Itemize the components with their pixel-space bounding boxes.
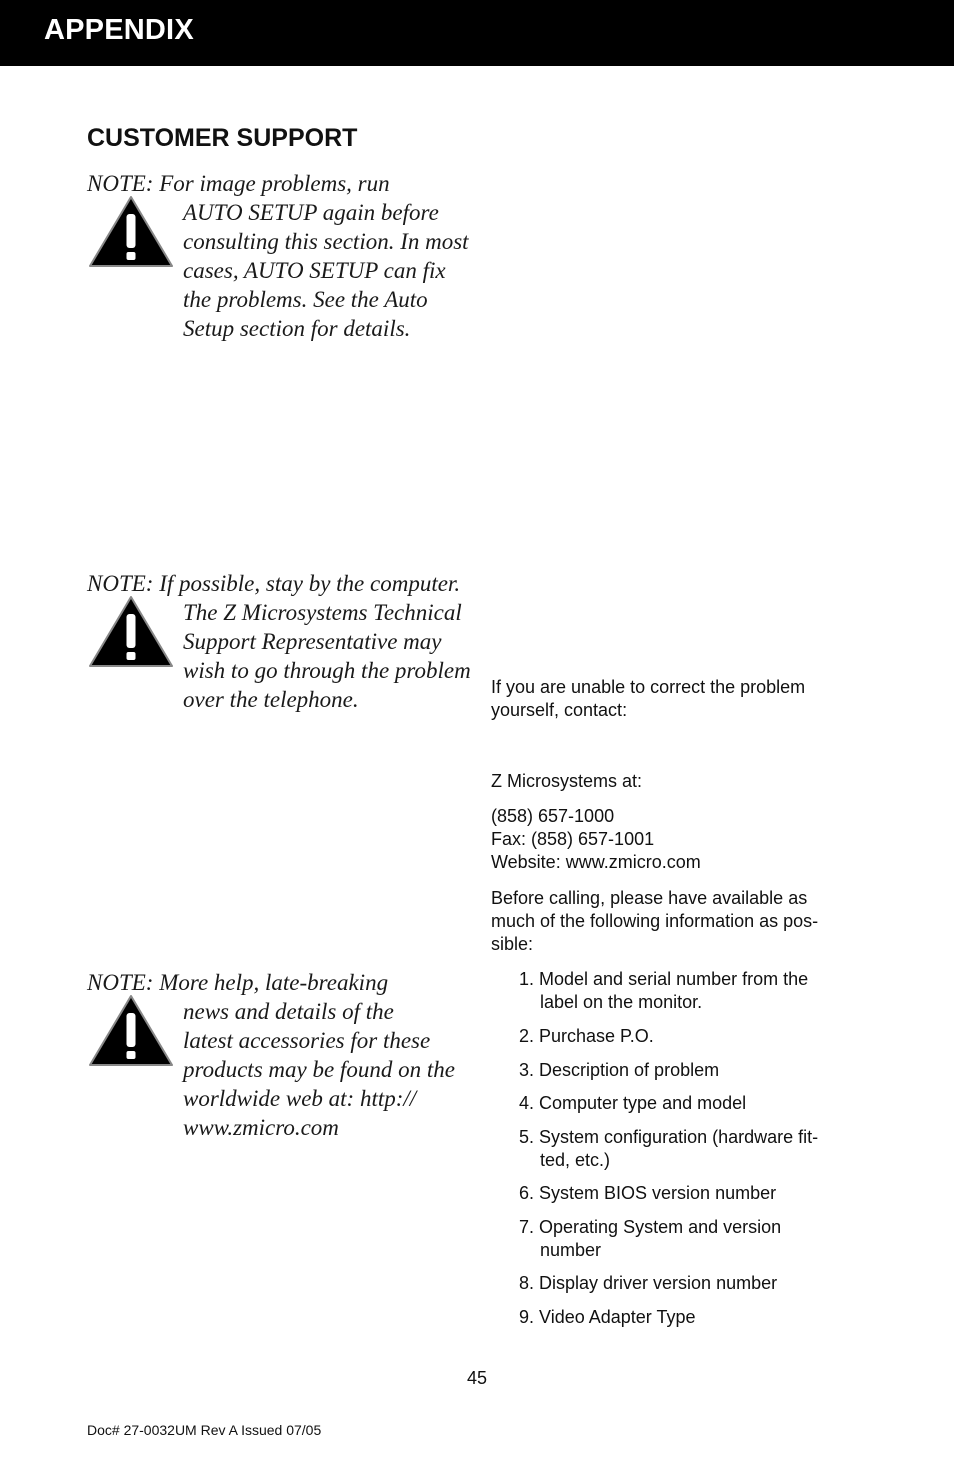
list-item-continuation: label on the monitor. [540, 992, 703, 1012]
list-item [519, 968, 864, 1014]
note-line: The Z Microsystems Technical [183, 600, 462, 625]
warning-triangle-icon [88, 194, 174, 269]
before-calling-line: sible: [491, 934, 534, 954]
header-title: APPENDIX [44, 14, 194, 46]
note-line: NOTE: If possible, stay by the computer. [87, 571, 461, 596]
note-line: AUTO SETUP again before [183, 200, 439, 225]
before-calling [491, 887, 861, 956]
list-item-text: 2. Purchase P.O. [519, 1026, 654, 1046]
list-item [519, 1272, 864, 1295]
list-item-text: 4. Computer type and model [519, 1093, 747, 1113]
note-line: Setup section for details. [183, 316, 411, 341]
list-item-text: 8. Display driver version number [519, 1273, 778, 1293]
list-item [519, 1306, 864, 1329]
list-item [519, 1092, 864, 1115]
note-line: worldwide web at: http:// [183, 1086, 417, 1111]
note-line: latest accessories for these [183, 1028, 431, 1053]
page-header [0, 0, 954, 66]
note-line: cases, AUTO SETUP can fix [183, 258, 446, 283]
list-item [519, 1182, 864, 1205]
note-line: wish to go through the problem [183, 658, 471, 683]
fax-number: Fax: (858) 657-1001 [491, 829, 655, 849]
note-line: www.zmicro.com [183, 1115, 339, 1140]
contact-intro-line: If you are unable to correct the problem [491, 677, 806, 697]
document-id: Doc# 27-0032UM Rev A Issued 07/05 [87, 1422, 322, 1438]
note-line: the problems. See the Auto [183, 287, 428, 312]
contact-intro [491, 676, 861, 722]
note-line: NOTE: For image problems, run [87, 171, 390, 196]
before-calling-line: Before calling, please have available as [491, 888, 808, 908]
contact-intro-line: yourself, contact: [491, 700, 628, 720]
list-item-text: 7. Operating System and version [519, 1217, 782, 1237]
company-name [491, 770, 861, 793]
note-line: over the telephone. [183, 687, 359, 712]
note-line: consulting this section. In most [183, 229, 469, 254]
contact-details [491, 805, 861, 874]
list-item-text: 6. System BIOS version number [519, 1183, 777, 1203]
company-line: Z Microsystems at: [491, 771, 643, 791]
phone-number: (858) 657-1000 [491, 806, 615, 826]
note-line: NOTE: More help, late-breaking [87, 970, 389, 995]
list-item-text: 3. Description of problem [519, 1060, 720, 1080]
list-item [519, 1126, 864, 1172]
list-item-continuation: ted, etc.) [540, 1150, 611, 1170]
warning-triangle-icon [88, 993, 174, 1068]
page-number: 45 [466, 1368, 488, 1388]
before-calling-line: much of the following information as pos- [491, 911, 819, 931]
section-title: CUSTOMER SUPPORT [87, 124, 358, 152]
list-item-text: 1. Model and serial number from the [519, 969, 809, 989]
website: Website: www.zmicro.com [491, 852, 701, 872]
list-item [519, 1025, 864, 1048]
note-line: Support Representative may [183, 629, 442, 654]
note-line: news and details of the [183, 999, 394, 1024]
list-item-text: 9. Video Adapter Type [519, 1307, 696, 1327]
warning-triangle-icon [88, 594, 174, 669]
note-line: products may be found on the [183, 1057, 455, 1082]
list-item-text: 5. System configuration (hardware fit- [519, 1127, 819, 1147]
list-item [519, 1216, 864, 1262]
list-item [519, 1059, 864, 1082]
list-item-continuation: number [540, 1240, 602, 1260]
